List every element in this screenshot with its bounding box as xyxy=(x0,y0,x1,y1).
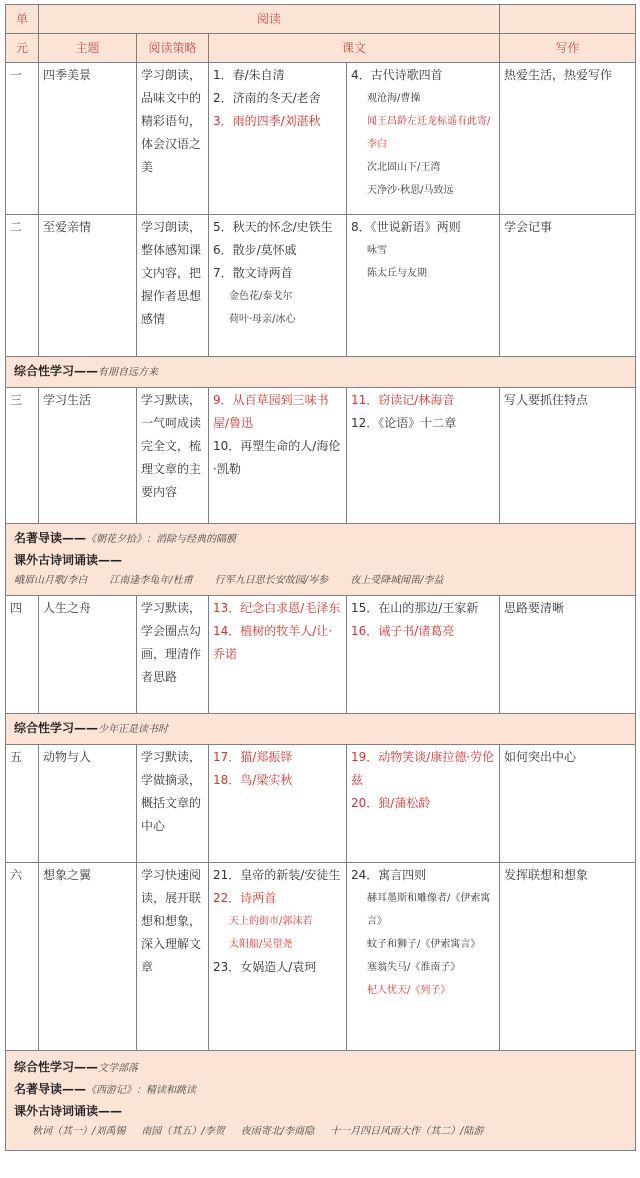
text-subitem: 赫耳墨斯和雕像者/《伊索寓言》 xyxy=(367,893,491,927)
header-row-2 xyxy=(6,34,636,63)
text-item-highlight: 18．鸟/梁实秋 xyxy=(213,773,293,787)
text-item: 10．再塑生命的人/海伦·凯勒 xyxy=(213,439,341,476)
text-subitem: 荷叶·母亲/冰心 xyxy=(229,314,296,325)
texts-left xyxy=(209,388,347,524)
unit-number: 一 xyxy=(6,63,39,215)
text-item: 8．《世说新语》两则 xyxy=(351,220,461,234)
poem-item: 十一月四日风雨大作（其二）/陆游 xyxy=(330,1126,484,1137)
unit-strategy: 学习默读，学会圈点勾画，理清作者思路 xyxy=(137,596,209,714)
texts-left xyxy=(209,863,347,1051)
text-subitem: 观沧海/曹操 xyxy=(367,93,421,104)
poem-item: 夜雨寄北/李商隐 xyxy=(240,1126,315,1137)
unit-number: 三 xyxy=(6,388,39,524)
text-item-highlight: 16．诫子书/诸葛亮 xyxy=(351,624,455,638)
unit-theme: 动物与人 xyxy=(39,745,137,863)
band-activity-2 xyxy=(6,714,636,745)
texts-left xyxy=(209,63,347,215)
text-item-highlight: 22．诗两首 xyxy=(213,891,277,905)
unit-theme: 学习生活 xyxy=(39,388,137,524)
text-subitem: 蚊子和狮子/《伊索寓言》 xyxy=(367,939,481,950)
band-label: 综合性学习—— xyxy=(14,1060,99,1074)
band-reading-1 xyxy=(6,524,636,596)
unit-strategy: 学习默读，一气呵成读完全文，梳理文章的主要内容 xyxy=(137,388,209,524)
band-label: 名著导读—— xyxy=(14,531,87,545)
text-item: 12．《论语》十二章 xyxy=(351,416,457,430)
text-item: 23．女娲造人/袁珂 xyxy=(213,960,317,974)
band-sub: 《朝花夕拾》：消除与经典的隔膜 xyxy=(86,534,237,545)
header-row-1 xyxy=(6,5,636,34)
texts-left xyxy=(209,745,347,863)
header-unit-bottom: 元 xyxy=(6,34,39,63)
text-item: 2．济南的冬天/老舍 xyxy=(213,91,321,105)
band-label: 综合性学习—— xyxy=(14,364,99,378)
text-item-highlight: 17．猫/郑振铎 xyxy=(213,750,293,764)
text-item: 6．散步/莫怀戚 xyxy=(213,243,297,257)
texts-right xyxy=(347,863,500,1051)
unit-strategy: 学习朗读，整体感知课文内容，把握作者思想感情 xyxy=(137,215,209,357)
unit-row-2 xyxy=(6,215,636,357)
text-item-highlight: 11．窃读记/林海音 xyxy=(351,393,455,407)
texts-right xyxy=(347,388,500,524)
poem-item: 行军九日思长安故园/岑参 xyxy=(214,575,329,586)
text-item-highlight: 19．动物笑谈/康拉德·劳伦兹 xyxy=(351,750,495,787)
text-item-highlight: 9．从百草园到三味书屋/鲁迅 xyxy=(213,393,329,430)
band-sub: 《西游记》：精读和跳读 xyxy=(86,1085,197,1096)
text-subitem: 塞翁失马/《淮南子》 xyxy=(367,962,461,973)
band-sub: 有朋自远方来 xyxy=(98,367,159,378)
unit-strategy: 学习朗读，品味文中的精彩语句，体会汉语之美 xyxy=(137,63,209,215)
unit-theme: 想象之翼 xyxy=(39,863,137,1051)
band-final xyxy=(6,1051,636,1151)
poem-list xyxy=(14,1122,627,1142)
text-subitem-highlight: 杞人忧天/《列子》 xyxy=(367,985,451,996)
text-subitem-highlight: 天上的街市/郭沫若 xyxy=(229,916,313,927)
text-item: 1．春/朱自清 xyxy=(213,68,285,82)
texts-left xyxy=(209,596,347,714)
header-reading: 阅读 xyxy=(39,5,500,34)
band-label: 课外古诗词诵读—— xyxy=(14,553,123,567)
unit-number: 四 xyxy=(6,596,39,714)
unit-number: 五 xyxy=(6,745,39,863)
unit-row-5 xyxy=(6,745,636,863)
unit-writing: 学会记事 xyxy=(500,215,636,357)
unit-number: 六 xyxy=(6,863,39,1051)
unit-row-3 xyxy=(6,388,636,524)
text-item: 5．秋天的怀念/史铁生 xyxy=(213,220,333,234)
poem-item: 峨眉山月歌/李白 xyxy=(14,575,88,586)
text-item-highlight: 13．纪念白求恩/毛泽东 xyxy=(213,601,341,615)
texts-right xyxy=(347,215,500,357)
header-texts: 课文 xyxy=(209,34,500,63)
band-sub: 文学部落 xyxy=(98,1063,139,1074)
texts-right xyxy=(347,596,500,714)
header-unit-top: 单 xyxy=(6,5,39,34)
unit-row-6 xyxy=(6,863,636,1051)
text-item: 7．散文诗两首 xyxy=(213,266,293,280)
band-label: 综合性学习—— xyxy=(14,721,99,735)
unit-theme: 至爱亲情 xyxy=(39,215,137,357)
unit-writing: 思路要清晰 xyxy=(500,596,636,714)
curriculum-table-wrapper xyxy=(0,4,640,1178)
poem-list xyxy=(14,571,627,591)
unit-strategy: 学习快速阅读，展开联想和想象，深入理解文章 xyxy=(137,863,209,1051)
band-sub: 少年正是读书时 xyxy=(98,724,169,735)
unit-row-1 xyxy=(6,63,636,215)
text-item-highlight: 14．植树的牧羊人/让·乔诺 xyxy=(213,624,333,661)
header-theme: 主题 xyxy=(39,34,137,63)
text-item: 4．古代诗歌四首 xyxy=(351,68,443,82)
curriculum-table xyxy=(5,4,636,1151)
text-subitem-highlight: 闻王昌龄左迁龙标遥有此寄/李白 xyxy=(367,116,491,150)
unit-writing: 写人要抓住特点 xyxy=(500,388,636,524)
unit-writing: 热爱生活，热爱写作 xyxy=(500,63,636,215)
text-subitem-highlight: 太阳船/吴望尧 xyxy=(229,939,293,950)
poem-item: 夜上受降城闻笛/李益 xyxy=(350,575,444,586)
text-item-highlight: 3．雨的四季/刘湛秋 xyxy=(213,114,321,128)
text-item: 15．在山的那边/王家新 xyxy=(351,601,479,615)
text-subitem: 天净沙·秋思/马致远 xyxy=(367,185,454,196)
header-strategy: 阅读策略 xyxy=(137,34,209,63)
text-item: 21．皇帝的新装/安徒生 xyxy=(213,868,341,882)
texts-right xyxy=(347,63,500,215)
unit-writing: 如何突出中心 xyxy=(500,745,636,863)
unit-strategy: 学习默读，学做摘录，概括文章的中心 xyxy=(137,745,209,863)
text-subitem: 次北固山下/王湾 xyxy=(367,162,441,173)
poem-item: 秋词（其一）/刘禹锡 xyxy=(32,1126,126,1137)
band-label: 课外古诗词诵读—— xyxy=(14,1104,123,1118)
band-label: 名著导读—— xyxy=(14,1082,87,1096)
header-blank xyxy=(500,5,636,34)
text-subitem: 陈太丘与友期 xyxy=(367,268,427,279)
header-writing: 写作 xyxy=(500,34,636,63)
unit-theme: 四季美景 xyxy=(39,63,137,215)
text-subitem: 咏雪 xyxy=(367,245,387,256)
texts-right xyxy=(347,745,500,863)
texts-left xyxy=(209,215,347,357)
poem-item: 南园（其五）/李贺 xyxy=(141,1126,225,1137)
text-subitem: 金色花/泰戈尔 xyxy=(229,291,293,302)
unit-theme: 人生之舟 xyxy=(39,596,137,714)
text-item-highlight: 20．狼/蒲松龄 xyxy=(351,796,431,810)
band-activity-1 xyxy=(6,357,636,388)
poem-item: 江南逢李龟年/杜甫 xyxy=(109,575,193,586)
text-item: 24．寓言四则 xyxy=(351,868,427,882)
unit-number: 二 xyxy=(6,215,39,357)
unit-writing: 发挥联想和想象 xyxy=(500,863,636,1051)
unit-row-4 xyxy=(6,596,636,714)
